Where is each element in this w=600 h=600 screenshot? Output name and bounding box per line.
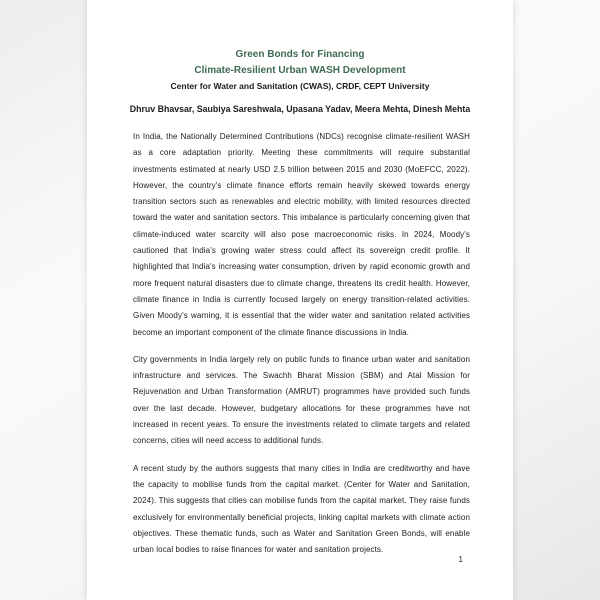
page-number: 1 <box>458 555 463 564</box>
body-text-block <box>133 129 470 558</box>
title-block <box>87 0 513 93</box>
document-title-line-2: Climate-Resilient Urban WASH Development <box>194 65 406 76</box>
paragraph-3: A recent study by the authors suggests that many cities in India are creditworthy and have the capacity to mobilise funds from the capital market. (Center for Water and Sanitation, 2024). This suggests that cities can mobilise funds from the capital market. They raise funds exclusively for environmentally beneficial projects, linking capital markets with climate action objectives. These thematic funds, such as Water and Sanitation Green Bonds, will enable urban local bodies to raise finances for water and sanitation projects. <box>133 463 470 555</box>
paragraph-2: City governments in India largely rely on public funds to finance urban water and sanitation infrastructure and services. The Swachh Bharat Mission (SBM) and Atal Mission for Rejuvenation and Urban Transformation (AMRUT) programmes have provided such funds over the last decade. However, budgetary allocations for these programmes have not increased in recent years. To ensure the investments related to climate targets and related concerns, cities will need access to additional funds. <box>133 354 470 446</box>
document-title-line-1: Green Bonds for Financing <box>235 49 365 60</box>
document-subtitle: Center for Water and Sanitation (CWAS), CRDF, CEPT University <box>170 81 430 91</box>
authors-line: Dhruv Bhavsar, Saubiya Sareshwala, Upasana Yadav, Meera Mehta, Dinesh Mehta <box>129 104 471 114</box>
document-page <box>87 0 513 600</box>
paragraph-1: In India, the Nationally Determined Contributions (NDCs) recognise climate-resilient WASH as a core adaptation priority. Meeting these commitments will require substantial investments estimated at nearly USD 2.5 trillion between 2015 and 2030 (MoEFCC, 2022). However, the country's climate finance efforts remain heavily skewed towards energy transition sectors such as renewables and electric mobility, with limited resources directed toward the water and sanitation sectors. This imbalance is particularly concerning given that climate-induced water scarcity will also pose macroeconomic risks. In 2024, Moody's cautioned that India's growing water stress could affect its sovereign credit profile. It highlighted that India's increasing water consumption, driven by rapid economic growth and more frequent natural disasters due to climate change, threatens its credit health. However, climate finance in India is currently focused largely on energy transition-related activities. Given Moody's warning, it is essential that the wider water and sanitation related activities become an important component of the climate finance discussions in India. <box>133 132 470 337</box>
